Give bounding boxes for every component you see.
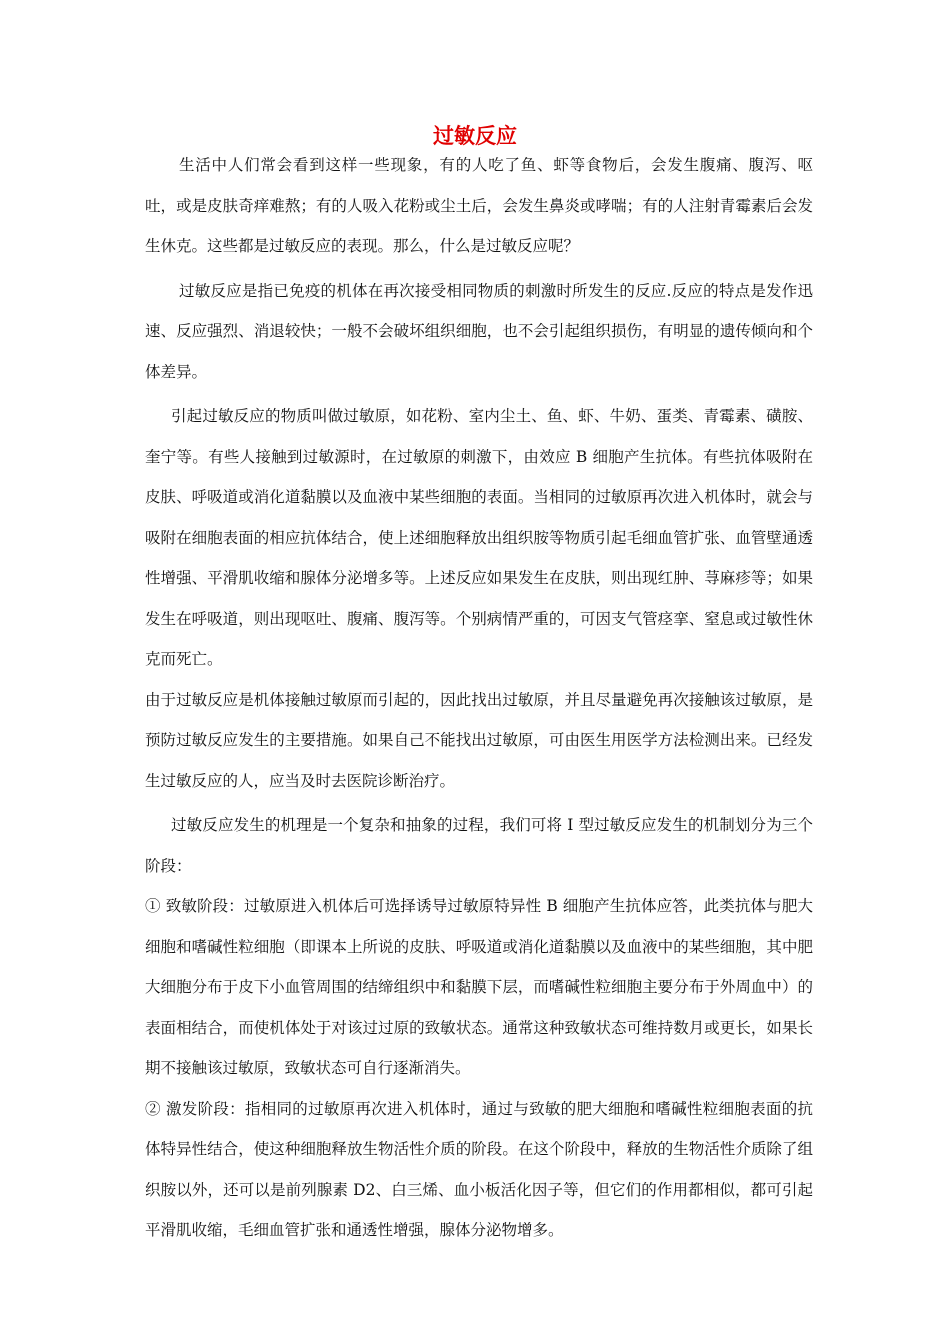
document-title: 过敏反应 [433,123,517,148]
paragraph-mechanism-intro: 过敏反应发生的机理是一个复杂和抽象的过程，我们可将 I 型过敏反应发生的机制划分为三个阶段： [145,816,813,875]
document-body [145,145,813,1251]
paragraph-allergens: 引起过敏反应的物质叫做过敏原，如花粉、室内尘土、鱼、虾、牛奶、蛋类、青霉素、磺胺、奎宁等。有些人接触到过敏源时，在过敏原的刺激下，由效应 B 细胞产生抗体。有些抗体吸附在皮肤、呼吸道或消化道黏膜以及血液中某些细胞的表面。当相同的过敏原再次进入机体时，就会与吸附在细胞表面的相应抗体结合，使上述细胞释放出组织胺等物质引起毛细血管扩张、血管壁通透性增强、平滑肌收缩和腺体分泌增多等。上述反应如果发生在皮肤，则出现红肿、荨麻疹等；如果发生在呼吸道，则出现呕吐、腹痛、腹泻等。个别病情严重的，可因支气管痉挛、窒息或过敏性休克而死亡。 [145,407,813,668]
paragraph-intro: 生活中人们常会看到这样一些现象，有的人吃了鱼、虾等食物后，会发生腹痛、腹泻、呕吐，或是皮肤奇痒难熬；有的人吸入花粉或尘土后，会发生鼻炎或哮喘；有的人注射青霉素后会发生休克。这些都是过敏反应的表现。那么，什么是过敏反应呢？ [145,156,813,255]
paragraph-definition: 过敏反应是指已免疫的机体在再次接受相同物质的刺激时所发生的反应.反应的特点是发作迅速、反应强烈、消退较快；一般不会破坏组织细胞，也不会引起组织损伤，有明显的遗传倾向和个体差异。 [145,281,813,381]
paragraph-activation-stage: ② 激发阶段：指相同的过敏原再次进入机体时，通过与致敏的肥大细胞和嗜碱性粒细胞表面的抗体特异性结合，使这种细胞释放生物活性介质的阶段。在这个阶段中，释放的生物活性介质除了组织胺以外，还可以是前列腺素 D2、白三烯、血小板活化因子等，但它们的作用都相似，都可引起平滑肌收缩，毛细血管扩张和通透性增强，腺体分泌物增多。 [145,1099,813,1239]
paragraph-prevention: 由于过敏反应是机体接触过敏原而引起的，因此找出过敏原，并且尽量避免再次接触该过敏原，是预防过敏反应发生的主要措施。如果自己不能找出过敏原，可由医生用医学方法检测出来。已经发生过敏反应的人，应当及时去医院诊断治疗。 [145,690,813,790]
paragraph-sensitization-stage: ① 致敏阶段：过敏原进入机体后可选择诱导过敏原特异性 B 细胞产生抗体应答，此类抗体与肥大细胞和嗜碱性粒细胞（即课本上所说的皮肤、呼吸道或消化道黏膜以及血液中的某些细胞，其中肥大细胞分布于皮下小血管周围的结缔组织中和黏膜下层，而嗜碱性粒细胞主要分布于外周血中）的表面相结合，而使机体处于对该过过原的致敏状态。通常这种致敏状态可维持数月或更长，如果长期不接触该过敏原，致敏状态可自行逐渐消失。 [145,897,813,1077]
